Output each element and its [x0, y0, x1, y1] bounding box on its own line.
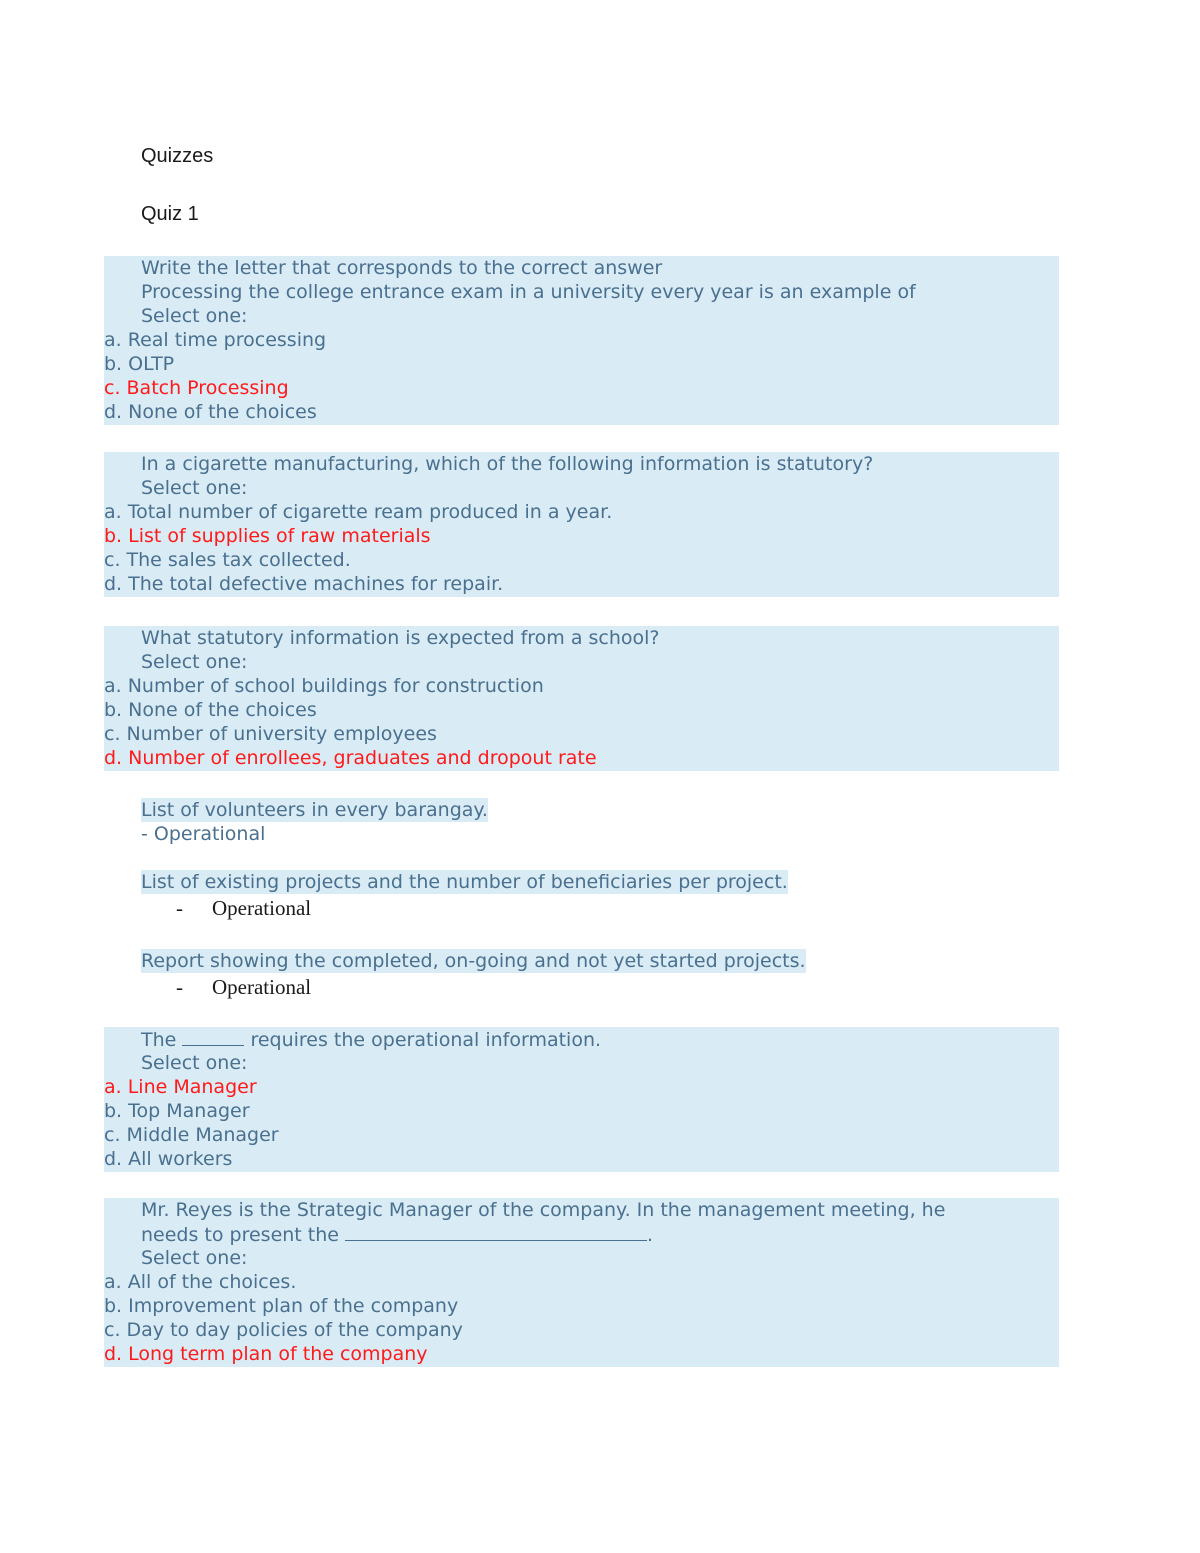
question-5-text: List of existing projects and the number of beneficiaries per project. — [141, 871, 788, 893]
question-7 — [104, 1027, 1059, 1172]
question-text: In a cigarette manufacturing, which of the following information is statutory? — [141, 453, 874, 475]
question-3 — [104, 626, 1059, 771]
question-8 — [104, 1198, 1059, 1367]
option-d[interactable]: d. All workers — [104, 1148, 233, 1170]
question-5-answer — [176, 896, 311, 920]
answer-text: Operational — [212, 896, 312, 920]
option-d[interactable]: d. The total defective machines for repair. — [104, 573, 504, 595]
option-d[interactable]: d. None of the choices — [104, 401, 317, 423]
question-text — [104, 1027, 1059, 1051]
page-title: Quizzes — [141, 145, 214, 167]
option-c[interactable]: c. Day to day policies of the company — [104, 1319, 463, 1341]
select-prompt: Select one: — [141, 1052, 248, 1074]
quiz-title: Quiz 1 — [141, 203, 199, 225]
dash-mark: - — [176, 896, 183, 920]
answer-blank — [182, 1027, 244, 1046]
option-d-correct[interactable]: d. Long term plan of the company — [104, 1343, 428, 1365]
answer-text: Operational — [212, 975, 312, 999]
instruction: Write the letter that corresponds to the correct answer — [141, 257, 663, 279]
option-c[interactable]: c. The sales tax collected. — [104, 549, 351, 571]
question-4-answer: - Operational — [141, 823, 266, 845]
option-a[interactable]: a. Real time processing — [104, 329, 327, 351]
option-c[interactable]: c. Middle Manager — [104, 1124, 279, 1146]
question-1 — [104, 256, 1059, 425]
question-4-text: List of volunteers in every barangay. — [141, 799, 488, 821]
question-2 — [104, 452, 1059, 597]
option-a[interactable]: a. Total number of cigarette ream produced in a year. — [104, 501, 613, 523]
option-b[interactable]: b. OLTP — [104, 353, 175, 375]
question-text-line-1: Mr. Reyes is the Strategic Manager of the company. In the management meeting, he — [141, 1199, 946, 1221]
option-b-correct[interactable]: b. List of supplies of raw materials — [104, 525, 431, 547]
dash-mark: - — [176, 975, 183, 999]
option-b[interactable]: b. Improvement plan of the company — [104, 1295, 459, 1317]
option-d-correct[interactable]: d. Number of enrollees, graduates and dropout rate — [104, 747, 597, 769]
select-prompt: Select one: — [141, 1247, 248, 1269]
question-6-text: Report showing the completed, on-going and not yet started projects. — [141, 950, 806, 972]
option-a[interactable]: a. Number of school buildings for construction — [104, 675, 544, 697]
option-b[interactable]: b. Top Manager — [104, 1100, 250, 1122]
question-pre: The — [141, 1029, 177, 1051]
option-b[interactable]: b. None of the choices — [104, 699, 317, 721]
option-a-correct[interactable]: a. Line Manager — [104, 1076, 257, 1098]
question-end: . — [647, 1224, 654, 1246]
select-prompt: Select one: — [141, 477, 248, 499]
question-text: What statutory information is expected from a school? — [141, 627, 660, 649]
select-prompt: Select one: — [141, 305, 248, 327]
answer-blank — [345, 1222, 647, 1241]
question-post: requires the operational information. — [250, 1029, 602, 1051]
select-prompt: Select one: — [141, 651, 248, 673]
option-a[interactable]: a. All of the choices. — [104, 1271, 297, 1293]
question-6-answer — [176, 975, 311, 999]
option-c-correct[interactable]: c. Batch Processing — [104, 377, 289, 399]
question-text: Processing the college entrance exam in a university every year is an example of — [141, 281, 916, 303]
question-pre: needs to present the — [141, 1224, 339, 1246]
question-text-line-2 — [104, 1222, 1059, 1246]
option-c[interactable]: c. Number of university employees — [104, 723, 437, 745]
